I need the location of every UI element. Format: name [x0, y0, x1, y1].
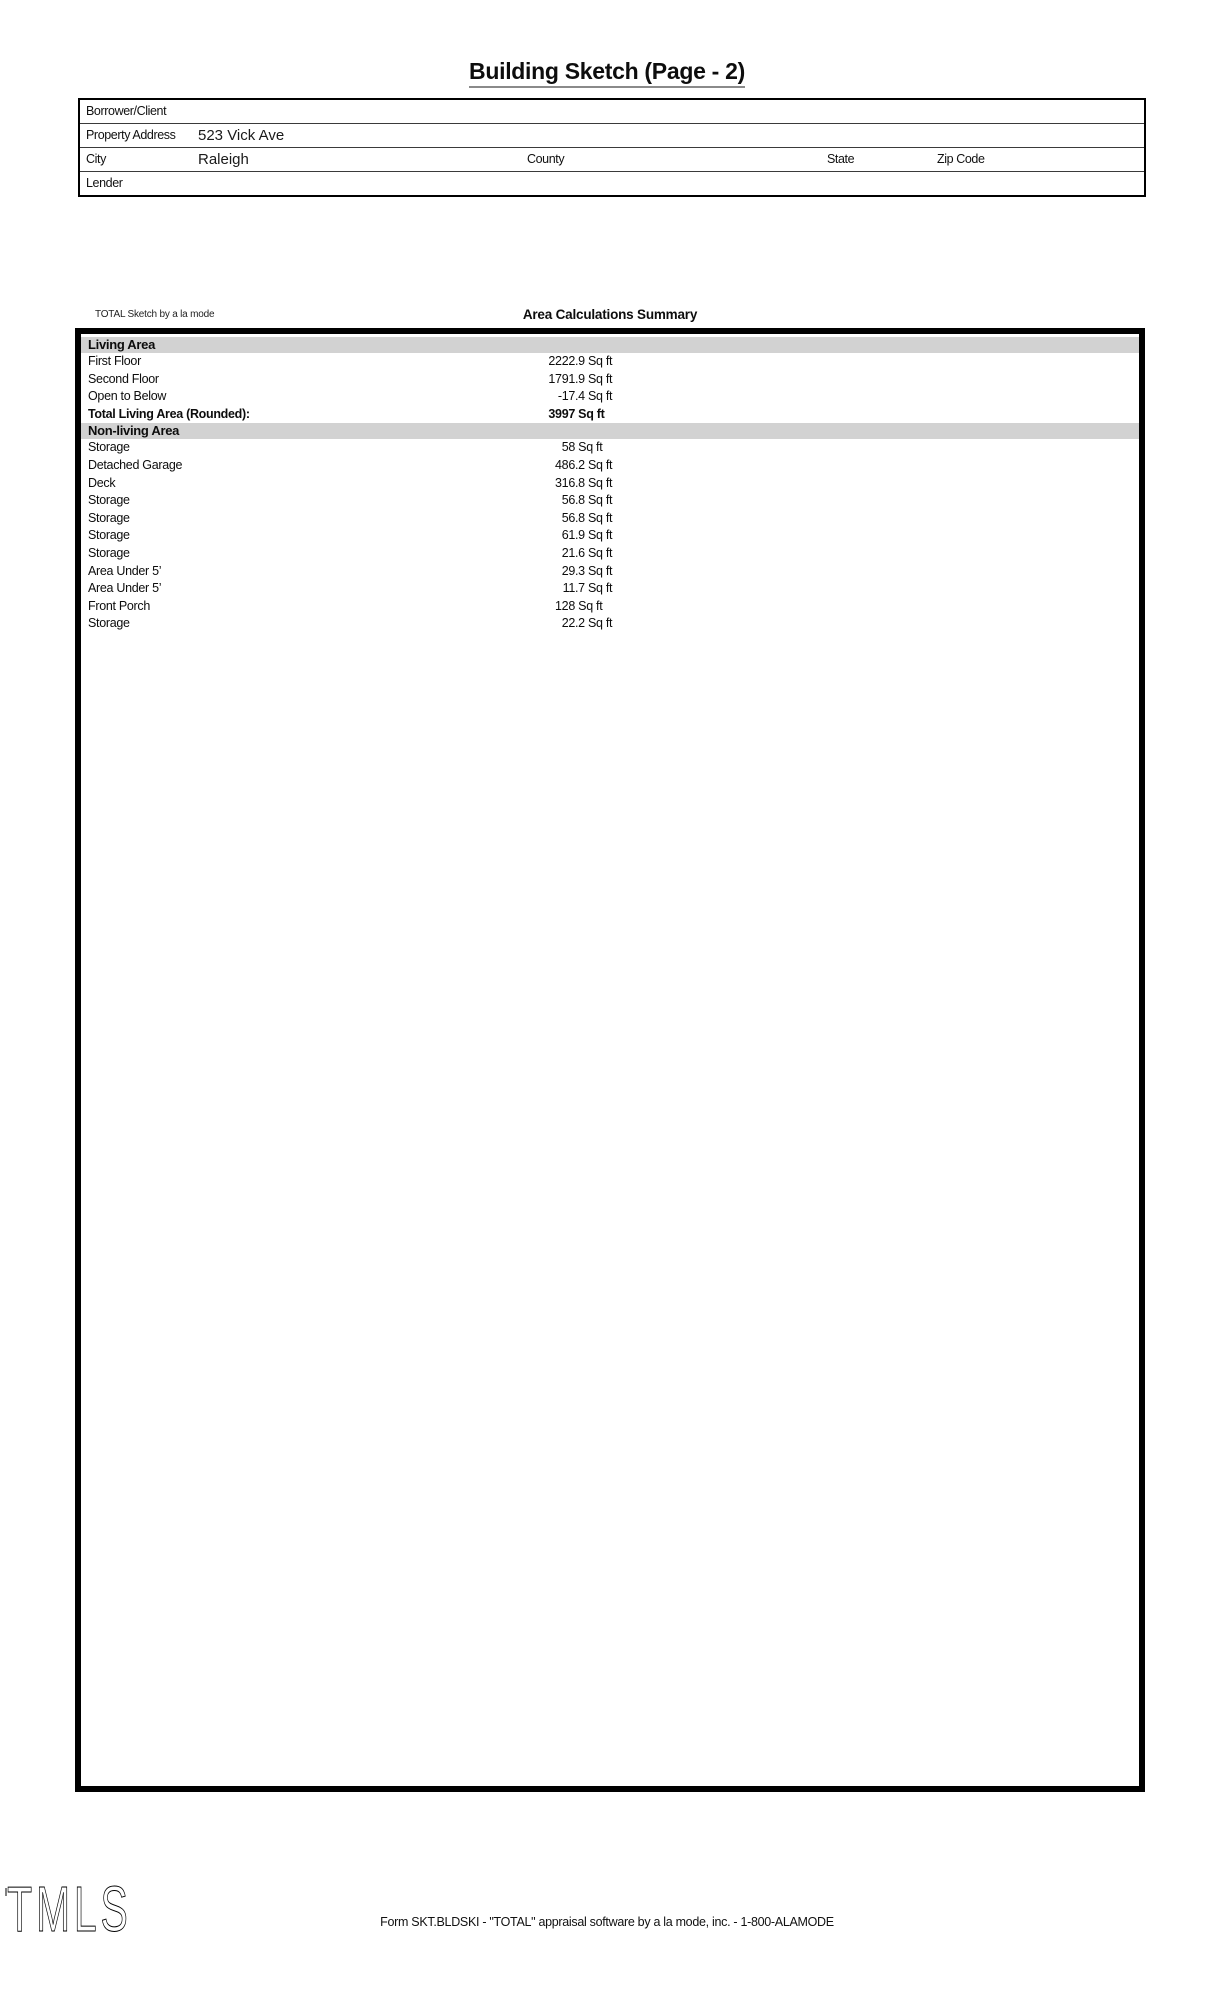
property-address-label: Property Address: [86, 128, 176, 142]
area-row-value-whole: 21: [561, 545, 575, 560]
area-row-value-whole: 58: [561, 440, 575, 455]
area-row-value-rest: .8 Sq ft: [575, 493, 613, 508]
property-address-row: [80, 124, 1144, 148]
area-row-value-whole: 128: [555, 598, 575, 613]
property-address-value: 523 Vick Ave: [198, 127, 285, 144]
area-row-value-whole: 2222: [548, 354, 575, 368]
city-county-state-zip-row: [80, 148, 1144, 172]
area-row-label: Detached Garage: [88, 457, 183, 472]
area-row-value-whole: 56: [561, 510, 575, 525]
area-row-label: First Floor: [88, 354, 141, 368]
area-row: [81, 545, 1139, 563]
area-row-value-whole: 3997: [548, 406, 575, 421]
area-row-label: Second Floor: [88, 371, 159, 386]
area-row-label: Area Under 5’: [88, 581, 162, 596]
area-row-value-rest: .9 Sq ft: [575, 528, 613, 543]
borrower-row: [80, 100, 1144, 124]
area-row: [81, 457, 1139, 475]
lender-label: Lender: [86, 176, 123, 190]
area-row: [81, 492, 1139, 510]
section-header: Non-living Area: [81, 423, 1139, 439]
area-row-value-rest: .7 Sq ft: [575, 581, 613, 596]
area-row: [81, 563, 1139, 581]
area-row-value-rest: Sq ft: [575, 598, 603, 613]
area-row-label: Storage: [88, 440, 130, 455]
area-row-value-rest: .2 Sq ft: [575, 457, 613, 472]
area-row-label: Storage: [88, 545, 130, 560]
area-calculations-box: [75, 328, 1145, 1792]
area-row-value-whole: 11: [562, 581, 575, 596]
area-row-value-whole: 61: [561, 528, 575, 543]
state-label: State: [827, 152, 855, 166]
city-value: Raleigh: [198, 151, 249, 168]
area-row: [81, 510, 1139, 528]
area-row-value-whole: 22: [561, 616, 575, 631]
zip-code-label: Zip Code: [937, 152, 985, 166]
property-info-table: [78, 98, 1146, 197]
area-row: [81, 388, 1139, 406]
area-row-value-whole: 56: [561, 493, 575, 508]
area-row-value-whole: 486: [555, 457, 575, 472]
total-sketch-brand: TOTAL Sketch by a la mode: [95, 309, 215, 320]
tmls-logo: [2, 1880, 172, 1947]
county-label: County: [527, 152, 565, 166]
area-row: [81, 371, 1139, 389]
area-row: [81, 406, 1139, 424]
borrower-label: Borrower/Client: [86, 104, 167, 118]
area-row-value-rest: .9 Sq ft: [575, 371, 613, 386]
area-row-label: Storage: [88, 493, 130, 508]
area-row-value-whole: 29: [561, 563, 575, 578]
city-label: City: [86, 152, 106, 166]
area-row-label: Deck: [88, 475, 116, 490]
area-row-label: Area Under 5’: [88, 563, 162, 578]
area-row-value-rest: .9 Sq ft: [575, 354, 613, 368]
area-row-label: Storage: [88, 510, 130, 525]
area-row: [81, 580, 1139, 598]
area-row-label: Front Porch: [88, 598, 151, 613]
page-title: Building Sketch (Page - 2): [0, 58, 1214, 85]
area-row-value-whole: -17: [557, 389, 575, 404]
area-row: [81, 615, 1139, 633]
area-calculations-summary-title: Area Calculations Summary: [522, 307, 698, 322]
area-row-value-rest: .6 Sq ft: [575, 545, 613, 560]
area-row: [81, 598, 1139, 616]
area-row: [81, 527, 1139, 545]
area-calculations-rows: [81, 337, 1139, 633]
area-row: [81, 353, 1139, 371]
area-row-label: Total Living Area (Rounded):: [88, 406, 250, 421]
area-row-value-rest: Sq ft: [575, 406, 605, 421]
area-row-label: Storage: [88, 528, 130, 543]
area-row-value-whole: 1791: [548, 371, 575, 386]
area-row-value-rest: .4 Sq ft: [575, 389, 613, 404]
svg-text:TMLS: TMLS: [7, 1880, 132, 1942]
section-header: Living Area: [81, 337, 1139, 353]
area-row-value-rest: .3 Sq ft: [575, 563, 613, 578]
area-row-label: Open to Below: [88, 389, 167, 404]
area-row: [81, 475, 1139, 493]
area-row-value-whole: 316: [555, 475, 575, 490]
area-row-value-rest: .8 Sq ft: [575, 475, 613, 490]
area-row-value-rest: .8 Sq ft: [575, 510, 613, 525]
area-row-value-rest: .2 Sq ft: [575, 616, 613, 631]
form-footer-text: Form SKT.BLDSKI - "TOTAL" appraisal software by a la mode, inc. - 1-800-ALAMODE: [380, 1915, 834, 1929]
area-row-label: Storage: [88, 616, 130, 631]
area-row: [81, 439, 1139, 457]
lender-row: [80, 172, 1144, 195]
area-row-value-rest: Sq ft: [575, 440, 603, 455]
